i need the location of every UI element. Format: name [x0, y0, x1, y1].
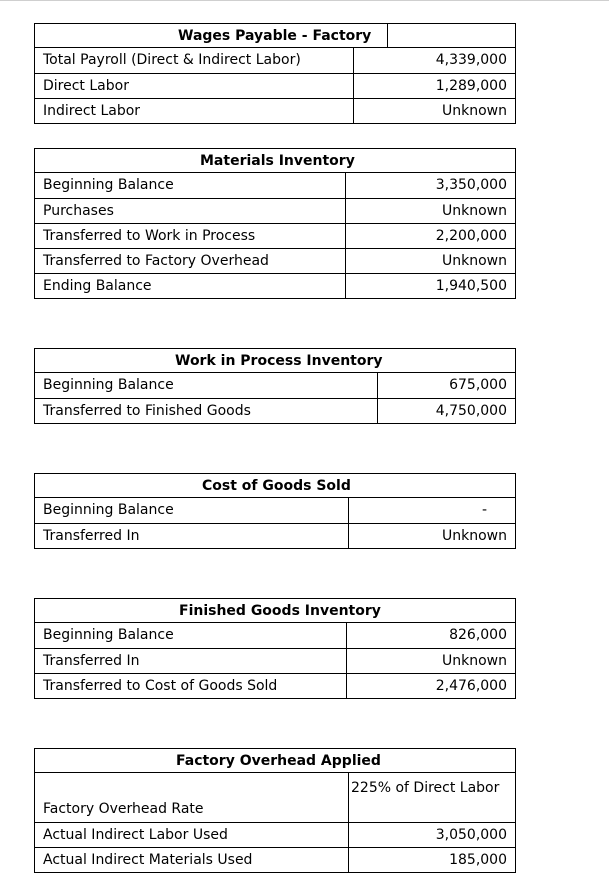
- row-label: Actual Indirect Labor Used: [43, 827, 228, 843]
- table-header: [35, 149, 515, 173]
- table-row: [35, 773, 515, 822]
- column-divider: [345, 224, 346, 248]
- row-label: Beginning Balance: [43, 502, 174, 518]
- table-row: [35, 648, 515, 673]
- top-divider: [0, 0, 609, 1]
- cost-of-goods-sold-table: [34, 473, 516, 549]
- table-row: [35, 523, 515, 548]
- row-label: Beginning Balance: [43, 377, 174, 393]
- row-value: -: [481, 502, 487, 518]
- table-row: [35, 98, 515, 123]
- column-divider: [346, 649, 347, 673]
- table-row: [35, 398, 515, 423]
- materials-inventory-table: [34, 148, 516, 299]
- column-divider: [353, 48, 354, 73]
- table-row: [35, 198, 515, 223]
- work-in-process-table: [34, 348, 516, 424]
- row-value: 2,476,000: [435, 678, 507, 694]
- table-row: [35, 822, 515, 847]
- row-label: Transferred to Work in Process: [43, 228, 256, 244]
- column-divider: [348, 823, 349, 847]
- row-value: 3,350,000: [435, 177, 507, 193]
- table-row: [35, 173, 515, 198]
- table-row: [35, 847, 515, 872]
- table-row: [35, 673, 515, 698]
- table-row: [35, 498, 515, 523]
- table-row: [35, 248, 515, 273]
- row-label: Beginning Balance: [43, 627, 174, 643]
- row-label: Indirect Labor: [43, 103, 141, 119]
- row-label: Transferred In: [43, 528, 140, 544]
- row-label: Beginning Balance: [43, 177, 174, 193]
- row-label: Actual Indirect Materials Used: [43, 852, 253, 868]
- column-divider: [377, 373, 378, 398]
- table-row: [35, 273, 515, 298]
- row-value: 826,000: [449, 627, 507, 643]
- row-value: 225% of Direct Labor: [351, 780, 500, 796]
- row-value: 1,940,500: [435, 278, 507, 294]
- finished-goods-table: [34, 598, 516, 699]
- row-value: 185,000: [449, 852, 507, 868]
- table-header: [35, 24, 515, 48]
- column-divider: [353, 99, 354, 123]
- row-label: Direct Labor: [43, 78, 129, 94]
- row-label: Transferred to Cost of Goods Sold: [43, 678, 278, 694]
- table-title: Cost of Goods Sold: [202, 478, 351, 494]
- table-header: [35, 349, 515, 373]
- column-divider: [345, 249, 346, 273]
- column-divider: [348, 848, 349, 872]
- column-divider: [346, 674, 347, 698]
- row-value: 675,000: [449, 377, 507, 393]
- table-title: Work in Process Inventory: [175, 353, 383, 369]
- table-title: Materials Inventory: [200, 153, 355, 169]
- table-header: [35, 599, 515, 623]
- row-value: Unknown: [442, 253, 507, 269]
- table-header: [35, 474, 515, 498]
- row-value: 2,200,000: [435, 228, 507, 244]
- column-divider: [345, 274, 346, 298]
- column-divider: [387, 24, 388, 48]
- row-label: Total Payroll (Direct & Indirect Labor): [43, 52, 301, 68]
- table-title: Wages Payable - Factory: [178, 28, 372, 44]
- column-divider: [353, 74, 354, 98]
- row-value: 4,339,000: [435, 52, 507, 68]
- table-row: [35, 373, 515, 398]
- table-row: [35, 623, 515, 648]
- column-divider: [345, 199, 346, 223]
- row-label: Ending Balance: [43, 278, 152, 294]
- row-value: Unknown: [442, 528, 507, 544]
- table-row: [35, 48, 515, 73]
- table-row: [35, 73, 515, 98]
- table-header: [35, 749, 515, 773]
- row-label: Factory Overhead Rate: [43, 801, 204, 817]
- row-value: Unknown: [442, 203, 507, 219]
- row-label: Transferred In: [43, 653, 140, 669]
- table-title: Finished Goods Inventory: [179, 603, 381, 619]
- column-divider: [377, 399, 378, 423]
- column-divider: [346, 623, 347, 648]
- column-divider: [348, 773, 349, 822]
- column-divider: [348, 524, 349, 548]
- table-title: Factory Overhead Applied: [176, 753, 381, 769]
- table-row: [35, 223, 515, 248]
- row-value: Unknown: [442, 653, 507, 669]
- row-value: 3,050,000: [435, 827, 507, 843]
- row-label: Purchases: [43, 203, 114, 219]
- row-value: 1,289,000: [435, 78, 507, 94]
- factory-overhead-table: [34, 748, 516, 873]
- row-value: Unknown: [442, 103, 507, 119]
- row-value: 4,750,000: [435, 403, 507, 419]
- column-divider: [345, 173, 346, 198]
- column-divider: [348, 498, 349, 523]
- row-label: Transferred to Factory Overhead: [43, 253, 269, 269]
- wages-payable-table: [34, 23, 516, 124]
- row-label: Transferred to Finished Goods: [43, 403, 251, 419]
